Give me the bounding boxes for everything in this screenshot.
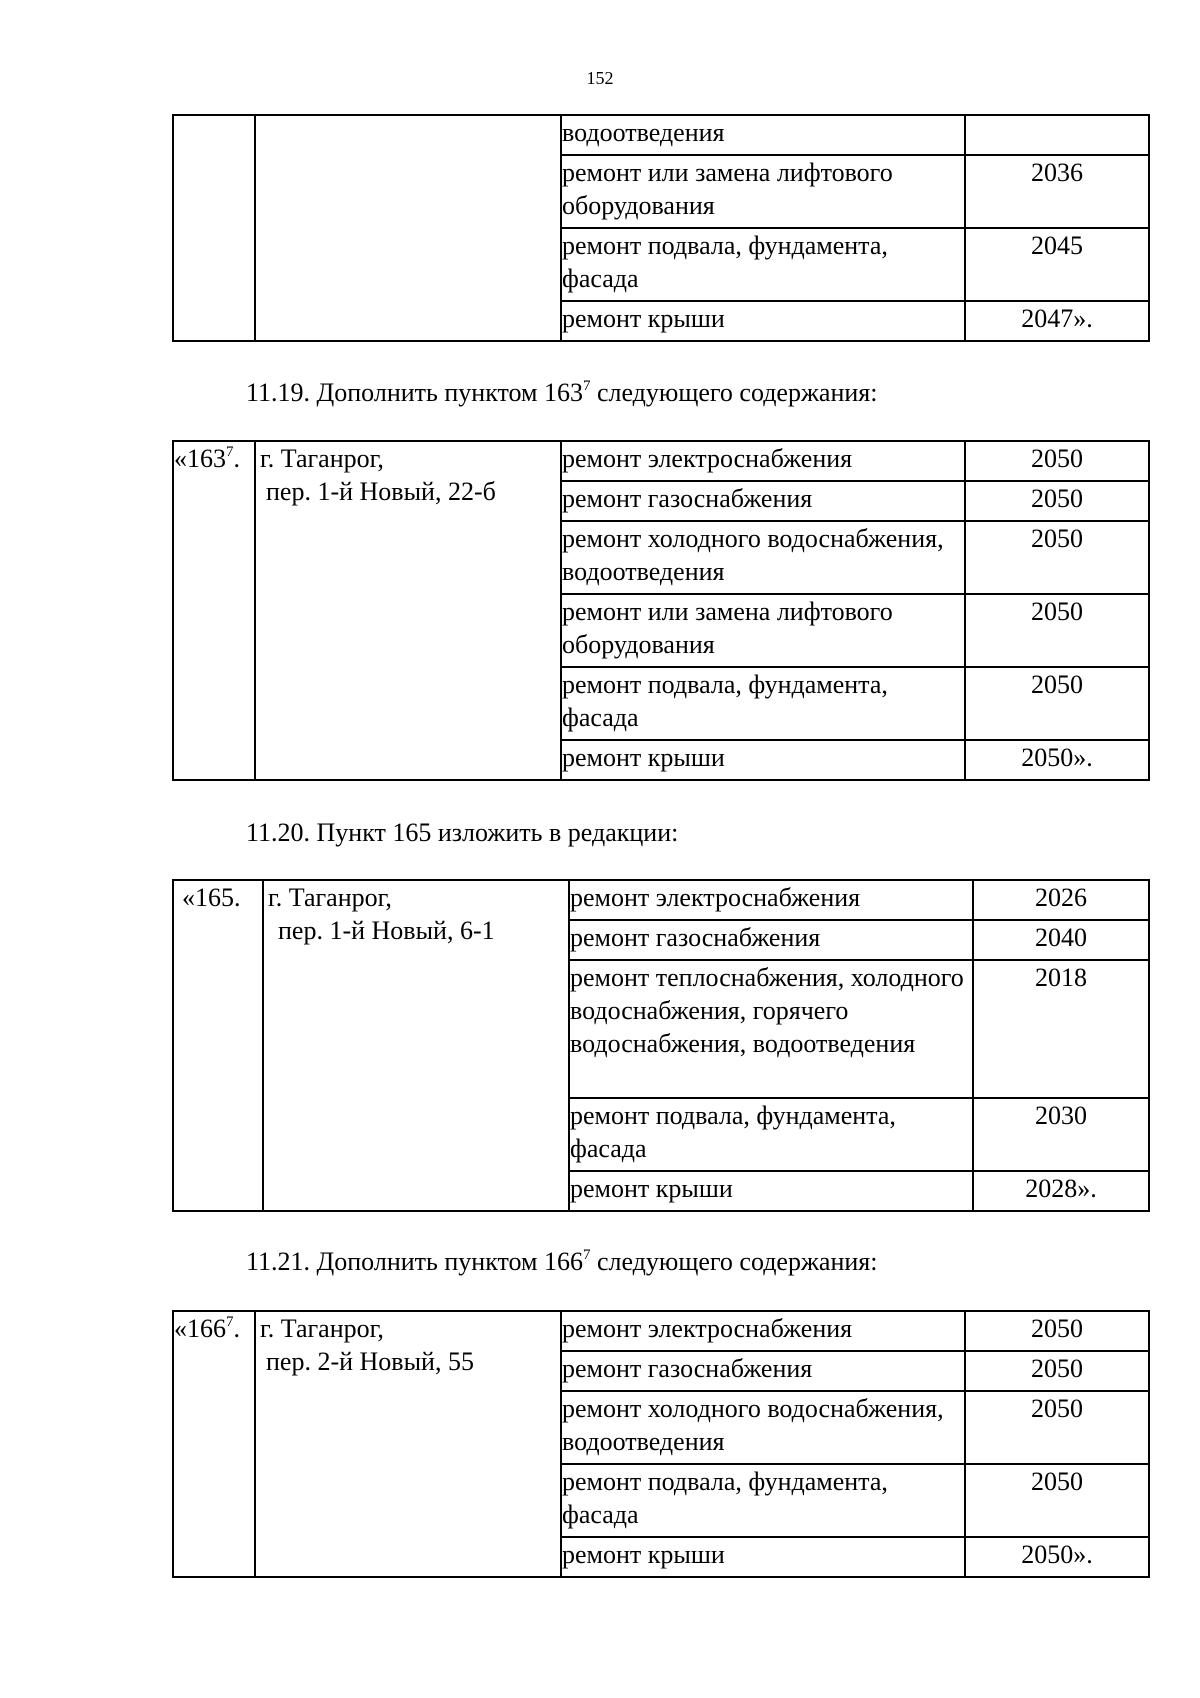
year-cell: 2050». xyxy=(965,740,1149,780)
table-continuation xyxy=(172,114,1150,342)
year-cell: 2050 xyxy=(965,481,1149,521)
item-number: «$163^7$. xyxy=(173,441,255,780)
work-cell: ремонт крыши xyxy=(569,1171,973,1211)
work-cell: ремонт электроснабжения xyxy=(561,1311,965,1351)
address-street: пер. 1-й Новый, 6-1 xyxy=(278,916,495,945)
heading-superscript: 7 xyxy=(582,378,591,394)
heading-prefix: 11.21. Дополнить пунктом 166 xyxy=(246,1247,583,1276)
section-heading-11-21 xyxy=(246,1247,877,1277)
year-cell: 2036 xyxy=(965,155,1149,228)
heading-superscript: 7 xyxy=(582,1247,591,1263)
heading-prefix: 11.19. Дополнить пунктом 163 xyxy=(246,378,583,407)
year-cell: 2050 xyxy=(965,1351,1149,1391)
address-street: пер. 2-й Новый, 55 xyxy=(266,1347,474,1376)
table-item-163-7 xyxy=(172,440,1150,781)
work-cell: ремонт подвала, фундамента, фасада xyxy=(561,1464,965,1537)
work-cell: водоотведения xyxy=(561,115,965,155)
year-cell: 2028». xyxy=(973,1171,1149,1211)
heading-suffix: следующего содержания: xyxy=(590,1247,878,1276)
addr-cell xyxy=(255,115,561,341)
year-cell: 2047». xyxy=(965,301,1149,341)
address-city: г. Таганрог, xyxy=(260,1314,384,1343)
item-address xyxy=(263,880,569,1211)
table-row xyxy=(173,1311,1149,1351)
work-cell: ремонт газоснабжения xyxy=(561,481,965,521)
work-cell: ремонт или замена лифтового оборудования xyxy=(561,155,965,228)
item-address xyxy=(255,441,561,780)
work-cell: ремонт крыши xyxy=(561,301,965,341)
table-item-165 xyxy=(172,879,1150,1212)
year-cell: 2050». xyxy=(965,1537,1149,1577)
work-cell: ремонт подвала, фундамента, фасада xyxy=(561,667,965,740)
section-heading-11-20: 11.20. Пункт 165 изложить в редакции: xyxy=(246,818,679,847)
address-city: г. Таганрог, xyxy=(260,444,384,473)
item-number: «165. xyxy=(173,880,263,1211)
work-cell: ремонт подвала, фундамента, фасада xyxy=(569,1098,973,1171)
section-heading-11-19 xyxy=(246,378,877,408)
year-cell: 2050 xyxy=(965,594,1149,667)
num-cell xyxy=(173,115,255,341)
year-cell: 2045 xyxy=(965,228,1149,301)
item-address xyxy=(255,1311,561,1577)
work-cell: ремонт холодного водоснабжения, водоотведения xyxy=(561,521,965,594)
table-item-166-7 xyxy=(172,1310,1150,1578)
work-cell: ремонт теплоснабжения, холодного водоснабжения, горячего водоснабжения, водоотведения xyxy=(569,960,973,1098)
table-row xyxy=(173,115,1149,155)
year-cell: 2050 xyxy=(965,1311,1149,1351)
work-cell: ремонт газоснабжения xyxy=(569,920,973,960)
year-cell: 2030 xyxy=(973,1098,1149,1171)
year-cell: 2050 xyxy=(965,1464,1149,1537)
item-number: «$166^7$. xyxy=(173,1311,255,1577)
work-cell: ремонт электроснабжения xyxy=(569,880,973,920)
table-row xyxy=(173,880,1149,920)
year-cell: 2050 xyxy=(965,1391,1149,1464)
item-number-superscript: 7 xyxy=(226,1314,234,1330)
work-cell: ремонт электроснабжения xyxy=(561,441,965,481)
year-cell: 2050 xyxy=(965,441,1149,481)
year-cell xyxy=(965,115,1149,155)
address-street: пер. 1-й Новый, 22-б xyxy=(266,477,496,506)
item-number-superscript: 7 xyxy=(226,444,234,460)
work-cell: ремонт крыши xyxy=(561,740,965,780)
year-cell: 2040 xyxy=(973,920,1149,960)
heading-suffix: следующего содержания: xyxy=(590,378,878,407)
year-cell: 2050 xyxy=(965,521,1149,594)
year-cell: 2050 xyxy=(965,667,1149,740)
work-cell: ремонт газоснабжения xyxy=(561,1351,965,1391)
address-city: г. Таганрог, xyxy=(268,883,392,912)
year-cell: 2018 xyxy=(973,960,1149,1098)
work-cell: ремонт подвала, фундамента, фасада xyxy=(561,228,965,301)
work-cell: ремонт крыши xyxy=(561,1537,965,1577)
work-cell: ремонт холодного водоснабжения, водоотведения xyxy=(561,1391,965,1464)
table-row xyxy=(173,441,1149,481)
year-cell: 2026 xyxy=(973,880,1149,920)
work-cell: ремонт или замена лифтового оборудования xyxy=(561,594,965,667)
page-number: 152 xyxy=(586,68,614,88)
